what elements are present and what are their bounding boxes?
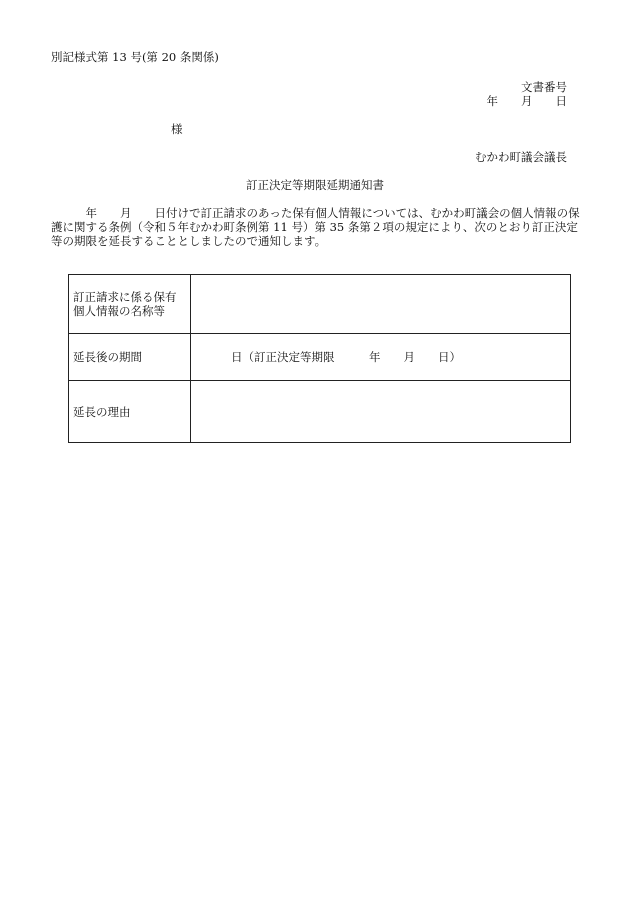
body-paragraph: 年 月 日付けで訂正請求のあった保有個人情報については、むかわ町議会の個人情報の保護に関する条例（令和５年むかわ町条例第 11 号）第 35 条第２項の規定により、次のとおり訂正決定等の期限を延長することとしましたので通知します。: [51, 206, 580, 248]
date-line: 年 月 日: [486, 94, 567, 108]
table-row: [69, 275, 571, 334]
row-value-extended-period[interactable]: 日（訂正決定等期限 年 月 日）: [191, 334, 571, 381]
table-row: [69, 381, 571, 443]
row-value-extension-reason[interactable]: [191, 381, 571, 443]
document-title: 訂正決定等期限延期通知書: [246, 178, 384, 192]
table-row: [69, 334, 571, 381]
addressee-honorific: 様: [171, 122, 183, 136]
row-label-extension-reason: 延長の理由: [69, 381, 191, 443]
row-label-extended-period: 延長後の期間: [69, 334, 191, 381]
sender-name: むかわ町議会議長: [475, 150, 567, 164]
info-table: [68, 274, 571, 443]
row-value-information-name[interactable]: [191, 275, 571, 334]
row-label-information-name: 訂正請求に係る保有個人情報の名称等: [69, 275, 191, 334]
form-label: 別記様式第 13 号(第 20 条関係): [51, 50, 219, 64]
document-number-label: 文書番号: [521, 80, 567, 94]
